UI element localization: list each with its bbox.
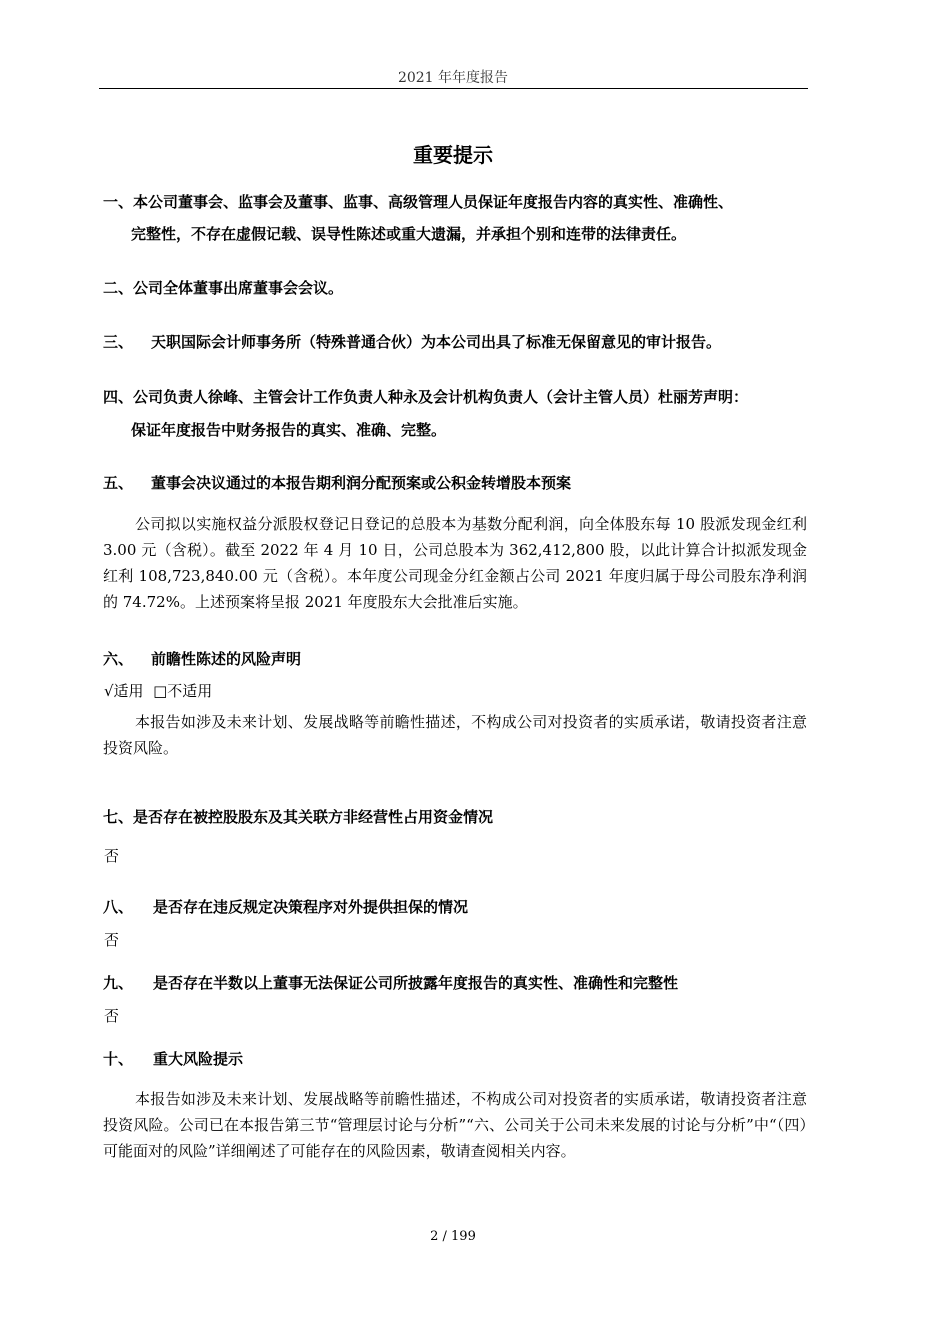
item-8-heading: 八、 是否存在违反规定决策程序对外提供担保的情况	[103, 898, 469, 916]
item-10-body: 本报告如涉及未来计划、发展战略等前瞻性描述，不构成公司对投资者的实质承诺，敬请投资者注意投资风险。公司已在本报告第三节“管理层讨论与分析”“六、公司关于公司未来发展的讨论与分析”中“（四）可能面对的风险”详细阐述了可能存在的风险因素，敬请查阅相关内容。	[103, 1090, 807, 1160]
item-7-answer: 否	[104, 847, 120, 865]
item-8-answer: 否	[104, 931, 120, 949]
applicability-options: √适用 □不适用	[104, 682, 213, 700]
page-number: 2 / 199	[430, 1229, 476, 1244]
item-10-heading: 十、 重大风险提示	[103, 1050, 244, 1068]
header-divider	[99, 88, 808, 89]
item-9-heading: 九、 是否存在半数以上董事无法保证公司所披露年度报告的真实性、准确性和完整性	[103, 974, 679, 992]
item-2-heading: 二、公司全体董事出席董事会会议。	[103, 279, 344, 297]
item-4-heading: 四、公司负责人徐峰、主管会计工作负责人种永及会计机构负责人（会计主管人员）杜丽芳声明：	[103, 388, 749, 406]
item-5-heading: 五、 董事会决议通过的本报告期利润分配预案或公积金转增股本预案	[103, 474, 572, 492]
page-title: 重要提示	[413, 143, 493, 167]
item-9-answer: 否	[104, 1007, 120, 1025]
item-3-heading: 三、 天职国际会计师事务所（特殊普通合伙）为本公司出具了标准无保留意见的审计报告。	[103, 333, 722, 351]
item-4-continuation: 保证年度报告中财务报告的真实、准确、完整。	[131, 421, 447, 439]
item-6-heading: 六、 前瞻性陈述的风险声明	[103, 650, 302, 668]
page-header: 2021 年年度报告	[397, 70, 509, 86]
item-1-heading: 一、本公司董事会、监事会及董事、监事、高级管理人员保证年度报告内容的真实性、准确性、	[103, 193, 734, 211]
item-1-continuation: 完整性，不存在虚假记载、误导性陈述或重大遗漏，并承担个别和连带的法律责任。	[131, 225, 687, 243]
item-7-heading: 七、是否存在被控股股东及其关联方非经营性占用资金情况	[103, 808, 494, 826]
item-6-body: 本报告如涉及未来计划、发展战略等前瞻性描述，不构成公司对投资者的实质承诺，敬请投资者注意投资风险。	[103, 713, 807, 757]
item-5-body: 公司拟以实施权益分派股权登记日登记的总股本为基数分配利润，向全体股东每 10 股派发现金红利 3.00 元（含税）。截至 2022 年 4 月 10 日，公司总股本为 362,412,800 股，以此计算合计拟派发现金红利 108,723,840.00 元（含税）。本年度公司现金分红金额占公司 2021 年度归属于母公司股东净利润的 74.72%。上述预案将呈报 2021 年度股东大会批准后实施。	[103, 515, 807, 611]
